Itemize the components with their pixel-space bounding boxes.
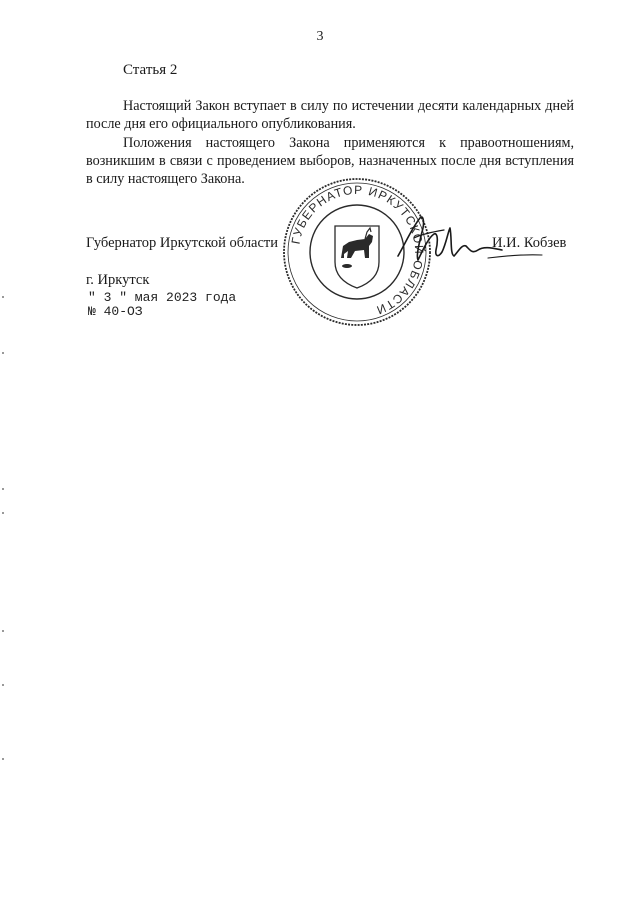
seal-text: ГУБЕРНАТОР ИРКУТСКОЙ ОБЛАСТИ (288, 182, 427, 318)
scan-mark (2, 512, 4, 514)
article-paragraph-1: Настоящий Закон вступает в силу по истечении десяти календарных дней после дня его официального опубликования. (86, 98, 574, 132)
scan-mark (2, 296, 4, 298)
city-line: г. Иркутск (86, 272, 150, 288)
date-line: " 3 " мая 2023 года (88, 290, 237, 305)
law-number: № 40-ОЗ (88, 304, 143, 319)
governor-name: И.И. Кобзев (492, 235, 567, 251)
governor-title: Губернатор Иркутской области (86, 235, 279, 251)
handwritten-signature (392, 208, 592, 278)
article-paragraph-2: Положения настоящего Закона применяются к правоотношениям, возникшим в связи с проведением выборов, назначенных после дня вступления в силу настоящего Закона. (86, 135, 574, 187)
coat-of-arms-animal (341, 234, 373, 258)
article-title: Статья 2 (123, 62, 178, 78)
scan-mark (2, 352, 4, 354)
scan-mark (2, 488, 4, 490)
scan-mark (2, 758, 4, 760)
scan-mark (2, 684, 4, 686)
page-number: 3 (316, 29, 324, 44)
scan-mark (2, 630, 4, 632)
